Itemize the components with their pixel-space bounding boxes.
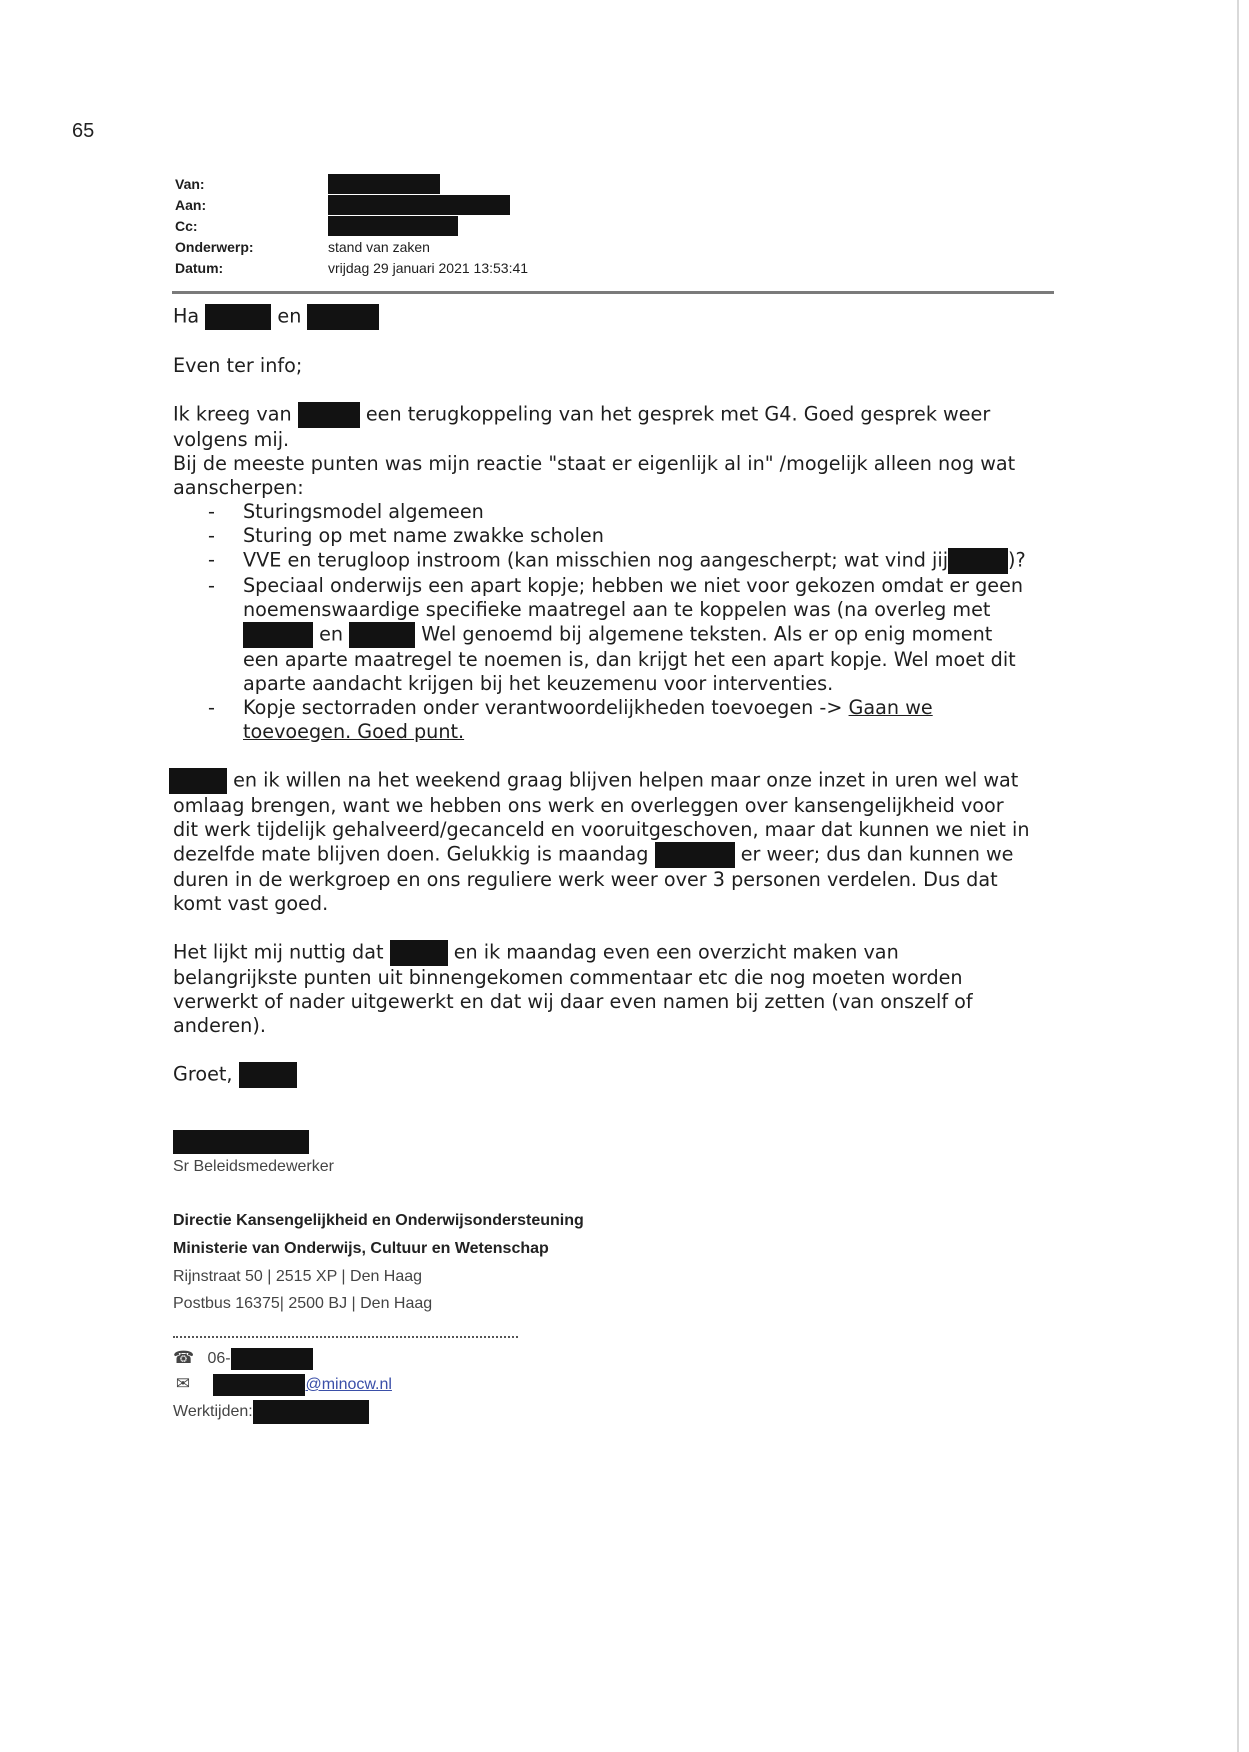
telephone-icon: ☎ <box>173 1348 195 1368</box>
bullet-continuation <box>173 598 1053 622</box>
redaction-bar <box>213 1374 305 1396</box>
spacer <box>173 916 1053 940</box>
bullet-text: Sturingsmodel algemeen <box>243 500 484 523</box>
intro-line: Even ter info; <box>173 354 303 377</box>
bullet-continuation <box>173 720 1053 744</box>
bullet-text: Kopje sectorraden onder verantwoordelijkheden toevoegen -> <box>243 696 843 719</box>
paragraph-line <box>173 940 1053 966</box>
directie-text: Directie Kansengelijkheid en Onderwijsondersteuning <box>173 1212 584 1229</box>
redaction-bar <box>307 304 379 330</box>
greeting-line <box>173 304 1053 330</box>
redaction-bar <box>169 768 227 794</box>
bullet-item <box>173 524 1053 548</box>
closing-text: Groet, <box>173 1062 233 1086</box>
bullet-text: Wel genoemd bij algemene teksten. Als er op enig moment <box>421 622 993 646</box>
paragraph-line: duren in de werkgroep en ons reguliere werk weer over 3 personen verdelen. Dus dat <box>173 868 998 891</box>
underlined-text: Gaan we <box>848 696 933 719</box>
redaction-bar <box>328 195 510 215</box>
bullet-text: aparte aandacht krijgen bij het keuzemenu voor interventies. <box>243 672 834 695</box>
redaction-bar <box>349 622 415 648</box>
onderwerp-label: Onderwerp: <box>175 238 254 255</box>
header-row-aan <box>175 194 528 215</box>
redaction-bar <box>328 174 440 194</box>
redaction-bar <box>173 1130 309 1154</box>
ministerie-text: Ministerie van Onderwijs, Cultuur en Wetenschap <box>173 1240 549 1257</box>
bullet-item <box>173 548 1053 574</box>
envelope-icon: ✉ <box>175 1374 191 1394</box>
date-value: vrijdag 29 januari 2021 13:53:41 <box>328 259 529 276</box>
bullet-dash: - <box>208 500 215 523</box>
header-divider <box>172 291 1054 294</box>
cc-label: Cc: <box>175 217 198 234</box>
aan-label: Aan: <box>175 196 207 213</box>
bullet-dash: - <box>208 548 215 571</box>
text-span: er weer; dus dan kunnen we <box>740 842 1014 866</box>
paragraph-line: anderen). <box>173 1014 266 1037</box>
email-header <box>175 173 528 278</box>
bullet-text: en <box>319 622 344 646</box>
subject-value: stand van zaken <box>328 238 430 255</box>
redaction-bar <box>253 1400 369 1424</box>
paragraph-line <box>173 402 1053 428</box>
text-span: dezelfde mate blijven doen. Gelukkig is maandag <box>173 842 649 866</box>
paragraph-line <box>173 768 1053 794</box>
page-number: 65 <box>72 120 95 142</box>
bullet-item <box>173 500 1053 524</box>
greeting-en: en <box>277 304 302 328</box>
bullet-text: Speciaal onderwijs een apart kopje; hebben we niet voor gekozen omdat er geen <box>243 574 1024 597</box>
page-edge <box>1237 0 1239 1752</box>
paragraph-line: verwerkt of nader uitgewerkt en dat wij daar even namen bij zetten (van onszelf of <box>173 990 973 1013</box>
redaction-bar <box>298 402 360 428</box>
spacer <box>173 744 1053 768</box>
bullet-text: noemenswaardige specifieke maatregel aan te koppelen was (na overleg met <box>243 598 991 621</box>
bullet-item <box>173 696 1053 720</box>
text-span: en ik willen na het weekend graag blijven helpen maar onze inzet in uren wel wat <box>233 768 1019 792</box>
dotted-divider <box>173 1336 518 1338</box>
bullet-text: Sturing op met name zwakke scholen <box>243 524 604 547</box>
bullet-text: )? <box>1008 548 1026 572</box>
bullet-dash: - <box>208 574 215 597</box>
header-row-van <box>175 173 528 194</box>
text-span: een terugkoppeling van het gesprek met G4. Goed gesprek weer <box>365 402 991 426</box>
signature-address-2: Postbus 16375| 2500 BJ | Den Haag <box>173 1295 433 1312</box>
paragraph-line <box>173 842 1053 868</box>
signature-werktijden-line <box>173 1400 369 1424</box>
signature-address-1: Rijnstraat 50 | 2515 XP | Den Haag <box>173 1268 423 1285</box>
redaction-bar <box>390 940 448 966</box>
bullet-continuation <box>173 648 1053 672</box>
paragraph-line: dit werk tijdelijk gehalveerd/gecanceld en vooruitgeschoven, maar dat kunnen we niet in <box>173 818 1030 841</box>
header-row-datum <box>175 257 528 278</box>
signature-phone-line <box>173 1348 313 1370</box>
phone-prefix: 06- <box>207 1350 231 1368</box>
signature-name <box>173 1130 309 1154</box>
text-span: Ik kreeg van <box>173 402 292 426</box>
redaction-bar <box>948 548 1008 574</box>
bullet-dash: - <box>208 524 215 547</box>
redaction-bar <box>243 622 313 648</box>
bullet-text: een aparte maatregel te noemen is, dan krijgt het een apart kopje. Wel moet dit <box>243 648 1016 671</box>
redaction-bar <box>205 304 271 330</box>
text-span: en ik maandag even een overzicht maken van <box>453 940 899 964</box>
paragraph-line: omlaag brengen, want we hebben ons werk en overleggen over kansengelijkheid voor <box>173 794 1004 817</box>
bullet-item <box>173 574 1053 598</box>
greeting-ha: Ha <box>173 304 200 328</box>
paragraph-line: komt vast goed. <box>173 892 329 915</box>
paragraph-line: aanscherpen: <box>173 476 304 499</box>
underlined-text: toevoegen. Goed punt. <box>243 720 465 743</box>
redaction-bar <box>231 1348 313 1370</box>
redaction-bar <box>328 216 458 236</box>
header-row-onderwerp <box>175 236 528 257</box>
signature-ministerie <box>173 1240 549 1258</box>
bullet-dash: - <box>208 696 215 719</box>
datum-label: Datum: <box>175 259 224 276</box>
bullet-continuation <box>173 622 1053 648</box>
closing-line <box>173 1062 1053 1088</box>
van-label: Van: <box>175 175 205 192</box>
bullet-continuation <box>173 672 1053 696</box>
redaction-bar <box>655 842 735 868</box>
paragraph-line: volgens mij. <box>173 428 290 451</box>
paragraph-line: belangrijkste punten uit binnengekomen commentaar etc die nog moeten worden <box>173 966 963 989</box>
bullet-text: VVE en terugloop instroom (kan misschien nog aangescherpt; wat vind jij <box>243 548 949 572</box>
header-row-cc <box>175 215 528 236</box>
werktijden-label: Werktijden: <box>173 1403 253 1421</box>
text-span: Het lijkt mij nuttig dat <box>173 940 384 964</box>
email-body <box>173 304 1053 1088</box>
signature-directie <box>173 1212 584 1230</box>
redaction-bar <box>239 1062 297 1088</box>
signature-role: Sr Beleidsmedewerker <box>173 1158 334 1175</box>
spacer <box>173 1038 1053 1062</box>
spacer <box>173 378 1053 402</box>
signature-email-line <box>173 1374 392 1396</box>
paragraph-line: Bij de meeste punten was mijn reactie "staat er eigenlijk al in" /mogelijk alleen nog wat <box>173 452 1016 475</box>
email-link[interactable]: @minocw.nl <box>305 1376 392 1394</box>
spacer <box>173 330 1053 354</box>
